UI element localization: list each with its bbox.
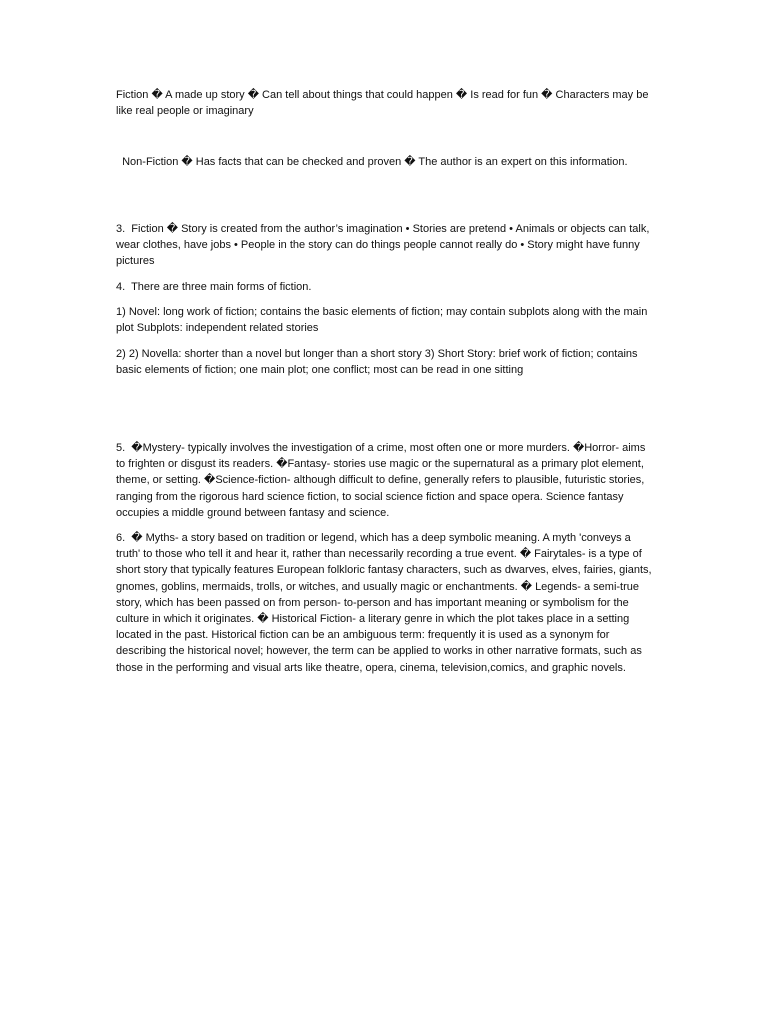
paragraph-novel: 1) Novel: long work of fiction; contains the basic elements of fiction; may contain subplots along with the main plot Subplots: independent related stories — [116, 306, 648, 335]
paragraph-fiction-definition: Fiction � A made up story � Can tell about things that could happen � Is read for fun � Characters may be like real people or imaginary — [116, 89, 649, 118]
paragraph-4-forms: 4. There are three main forms of fiction. — [116, 281, 312, 293]
paragraph-3-fiction: 3. Fiction � Story is created from the author’s imagination • Stories are pretend • Animals or objects can talk, wear clothes, have jobs • People in the story can do things people cannot really do • Story might have funny pictures — [116, 223, 650, 268]
paragraph-novella-short-story: 2) 2) Novella: shorter than a novel but longer than a short story 3) Short Story: brief work of fiction; contains basic elements of fiction; one main plot; one conflict; most can be read in one sitting — [116, 348, 638, 377]
paragraph-5-genres: 5. �Mystery- typically involves the investigation of a crime, most often one or more murders. �Horror- aims to frighten or disgust its readers. �Fantasy- stories use magic or the supernatural as a primary plot element, theme, or setting. �Science-fiction- although difficult to define, generally refers to plausible, futuristic stories, ranging from the rigorous hard science fiction, to social science fiction and space opera. Science fantasy occupies a middle ground between fantasy and science. — [116, 442, 646, 519]
paragraph-6-myths-legends: 6. � Myths- a story based on tradition or legend, which has a deep symbolic meaning. A myth 'conveys a truth' to those who tell it and hear it, rather than necessarily recording a true event. � Fairytales- is a type of short story that typically features European folkloric fantasy characters, such as dwarves, elves, fairies, giants, gnomes, goblins, mermaids, trolls, or witches, and usually magic or enchantments. � Legends- a semi-true story, which has been passed on from person- to-person and has important meaning or symbolism for the culture in which it originates. � Historical Fiction- a literary genre in which the plot takes place in a setting located in the past. Historical fiction can be an ambiguous term: frequently it is used as a synonym for describing the historical novel; however, the term can be applied to works in other narrative formats, such as those in the performing and visual arts like theatre, opera, cinema, television,comics, and graphic novels. — [116, 532, 652, 674]
paragraph-nonfiction-definition: Non-Fiction � Has facts that can be checked and proven � The author is an expert on this information. — [116, 156, 628, 168]
